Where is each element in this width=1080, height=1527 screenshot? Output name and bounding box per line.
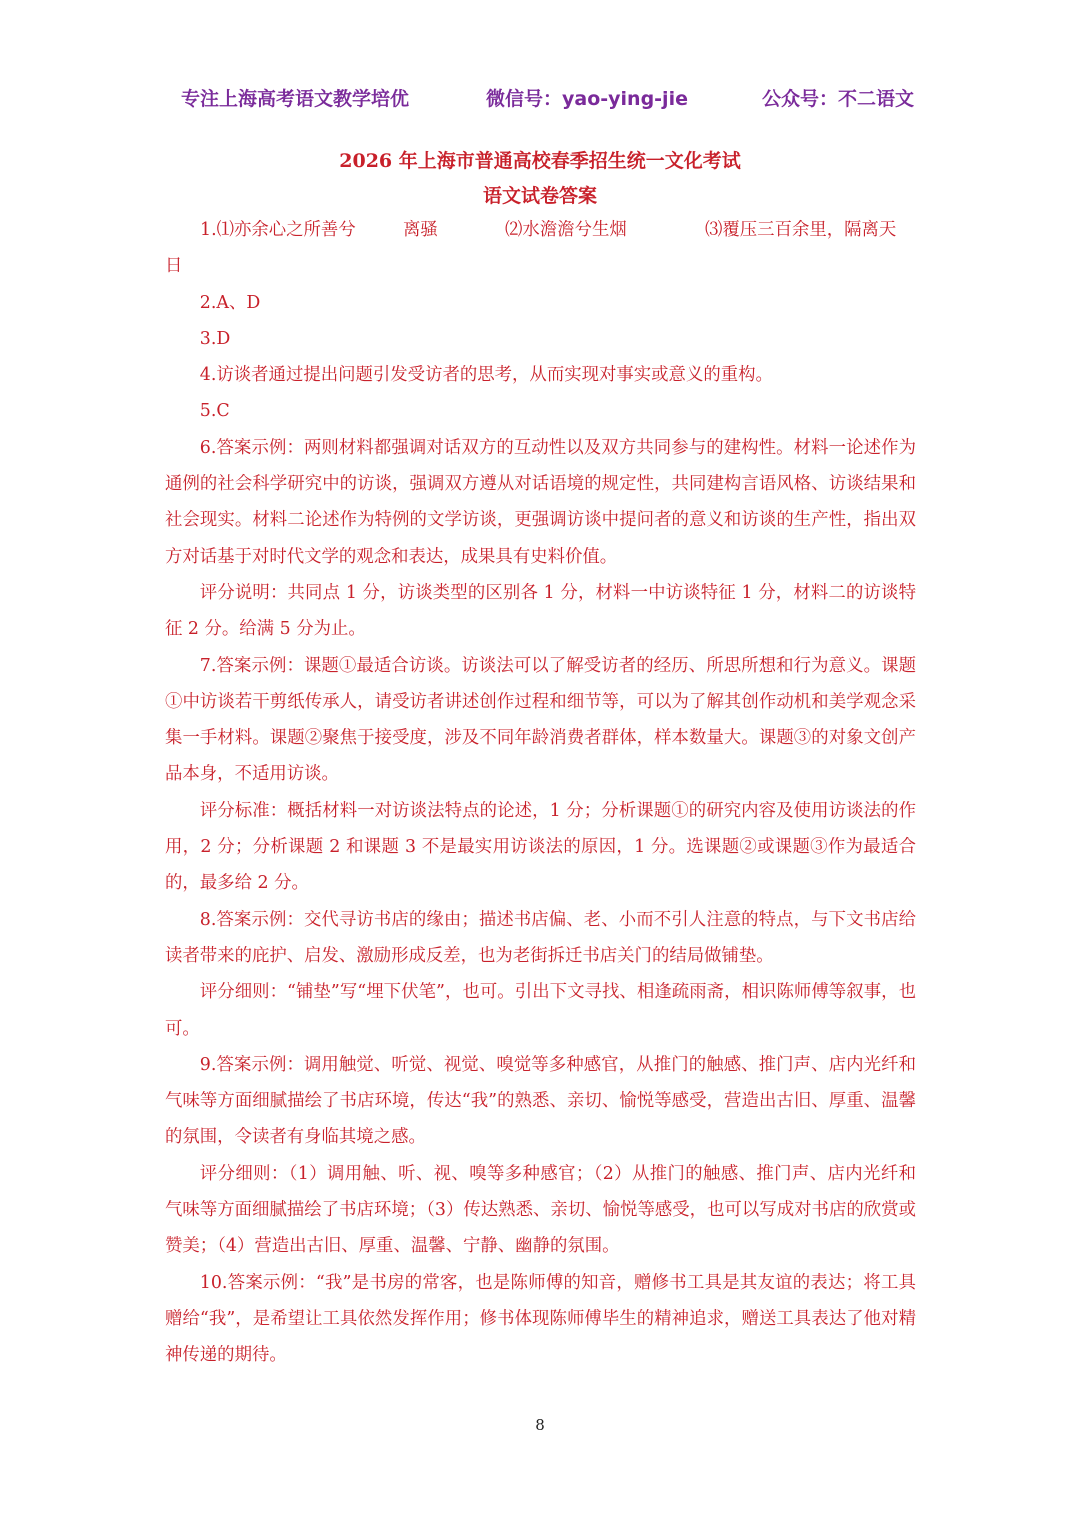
answer-5: 5.C: [199, 401, 230, 422]
answer-9-scoring: 评分细则：（1）调用触、听、视、嗅等多种感官；（2）从推门的触感、推门声、店内光纤和气味等方面细腻描绘了书店环境；（3）传达熟悉、亲切、愉悦等感受，也可以写成对书店的欣赏或赞美；（4）营造出古旧、厚重、温馨、宁静、幽静的氛围。: [165, 1163, 916, 1257]
answer-7: 7.答案示例：课题①最适合访谈。访谈法可以了解受访者的经历、所思所想和行为意义。课题①中访谈若干剪纸传承人，请受访者讲述创作过程和细节等，可以为了解其创作动机和美学观念采集一手材料。课题②聚焦于接受度，涉及不同年龄消费者群体，样本数量大。课题③的对象文创产品本身，不适用访谈。: [165, 655, 916, 785]
answer-6-scoring: 评分说明：共同点 1 分，访谈类型的区别各 1 分，材料一中访谈特征 1 分，材料二的访谈特征 2 分。给满 5 分为止。: [165, 582, 916, 640]
answer-1-part-3-continued: 日: [165, 256, 183, 277]
answer-9: 9.答案示例：调用触觉、听觉、视觉、嗅觉等多种感官，从推门的触感、推门声、店内光纤和气味等方面细腻描绘了书店环境，传达“我”的熟悉、亲切、愉悦等感受，营造出古旧、厚重、温馨的氛围，令读者有身临其境之感。: [165, 1054, 916, 1148]
answer-2: 2.A、D: [199, 292, 261, 313]
answer-7-scoring: 评分标准：概括材料一对访谈法特点的论述，1 分；分析课题①的研究内容及使用访谈法的作用，2 分；分析课题 2 和课题 3 不是最实用访谈法的原因，1 分。选课题②或课题③作为最适合的，最多给 2 分。: [165, 800, 916, 894]
answer-1-source: 离骚: [403, 220, 438, 240]
page-header: [0, 84, 1080, 114]
header-wechat-id: 微信号：yao-ying-jie: [486, 88, 688, 110]
document-title: 2026 年上海市普通高校春季招生统一文化考试: [339, 150, 741, 172]
answer-1-part-3: ⑶覆压三百余里，隔离天: [705, 220, 897, 240]
answer-body: [165, 212, 916, 1374]
answer-3: 3.D: [199, 328, 231, 349]
answer-8-scoring: 评分细则：“铺垫”写“埋下伏笔”，也可。引出下文寻找、相逢疏雨斋，相识陈师傅等叙事，也可。: [165, 982, 916, 1039]
answer-1-part-1: 1.⑴亦余心之所善兮: [200, 220, 356, 240]
header-public-account: 公众号：不二语文: [762, 88, 915, 110]
answer-6: 6.答案示例：两则材料都强调对话双方的互动性以及双方共同参与的建构性。材料一论述作为通例的社会科学研究中的访谈，强调双方遵从对话语境的规定性，共同建构言语风格、访谈结果和社会现实。材料二论述作为特例的文学访谈，更强调访谈中提问者的意义和访谈的生产性，指出双方对话基于对时代文学的观念和表达，成果具有史料价值。: [165, 437, 916, 567]
header-left-slogan: 专注上海高考语文教学培优: [181, 88, 410, 110]
document-subtitle: 语文试卷答案: [482, 185, 597, 207]
answer-1: [165, 212, 916, 285]
answer-4: 4.访谈者通过提出问题引发受访者的思考，从而实现对事实或意义的重构。: [199, 365, 773, 386]
answer-1-part-2: ⑵水澹澹兮生烟: [505, 220, 627, 240]
page-number: 8: [535, 1416, 545, 1434]
answer-10: 10.答案示例：“我”是书房的常客，也是陈师傅的知音，赠修书工具是其友谊的表达；将工具赠给“我”，是希望让工具依然发挥作用；修书体现陈师傅毕生的精神追求，赠送工具表达了他对精神传递的期待。: [165, 1272, 916, 1366]
answer-8: 8.答案示例：交代寻访书店的缘由；描述书店偏、老、小而不引人注意的特点，与下文书店给读者带来的庇护、启发、激励形成反差，也为老街拆迁书店关门的结局做铺垫。: [165, 909, 916, 966]
